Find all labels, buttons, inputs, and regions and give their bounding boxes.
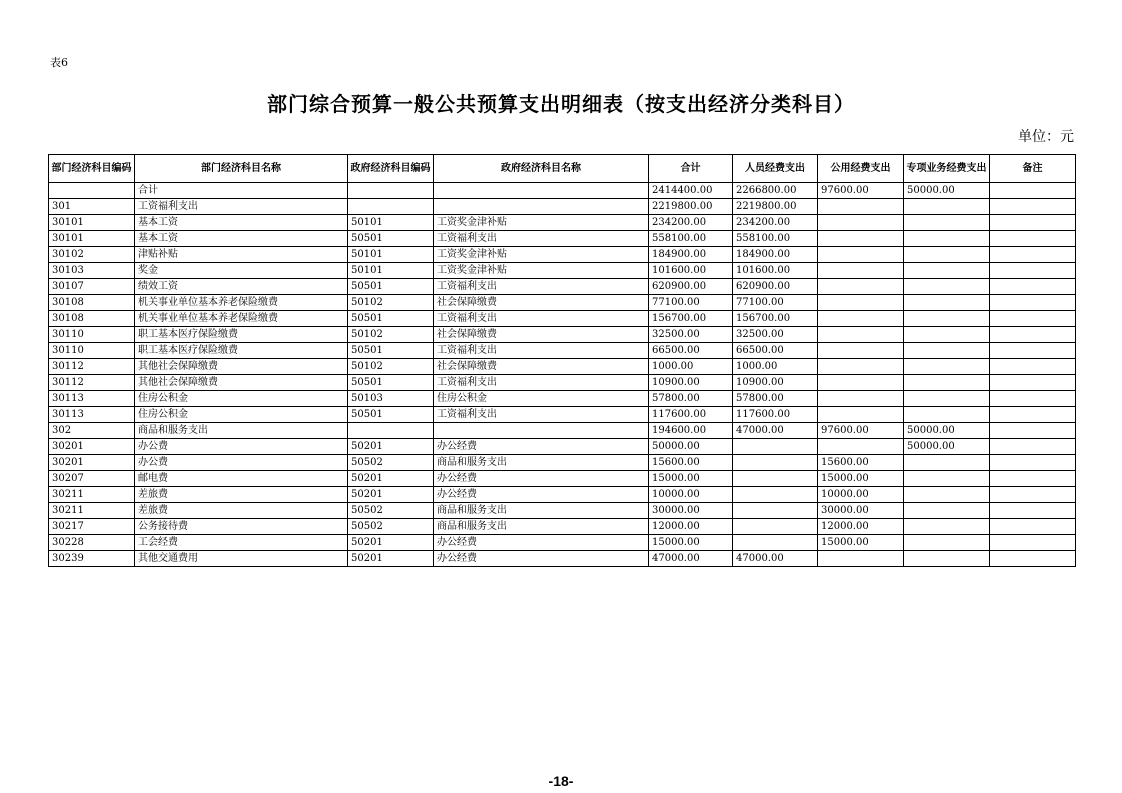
public-cell: 15000.00	[818, 471, 904, 487]
personnel-cell: 101600.00	[733, 263, 818, 279]
table-row	[49, 423, 1076, 439]
special-cell	[904, 487, 990, 503]
note-cell	[990, 343, 1076, 359]
public-cell	[818, 327, 904, 343]
gov-code-cell: 50102	[348, 295, 434, 311]
gov-code-cell: 50201	[348, 551, 434, 567]
table-row	[49, 215, 1076, 231]
column-header-dept-name: 部门经济科目名称	[135, 155, 348, 183]
table-row	[49, 295, 1076, 311]
dept-code-cell: 302	[49, 423, 135, 439]
note-cell	[990, 183, 1076, 199]
table-row	[49, 375, 1076, 391]
dept-name-cell: 基本工资	[135, 215, 348, 231]
special-cell	[904, 535, 990, 551]
personnel-cell: 77100.00	[733, 295, 818, 311]
gov-code-cell	[348, 183, 434, 199]
gov-code-cell: 50501	[348, 231, 434, 247]
personnel-cell	[733, 471, 818, 487]
special-cell	[904, 503, 990, 519]
gov-name-cell: 办公经费	[434, 439, 649, 455]
gov-code-cell: 50102	[348, 359, 434, 375]
table-row	[49, 199, 1076, 215]
special-cell	[904, 247, 990, 263]
table-body	[49, 183, 1076, 567]
note-cell	[990, 407, 1076, 423]
dept-code-cell	[49, 183, 135, 199]
gov-name-cell: 社会保障缴费	[434, 327, 649, 343]
dept-code-cell: 301	[49, 199, 135, 215]
dept-name-cell: 办公费	[135, 439, 348, 455]
dept-code-cell: 30107	[49, 279, 135, 295]
total-cell: 620900.00	[649, 279, 733, 295]
note-cell	[990, 535, 1076, 551]
table-row	[49, 263, 1076, 279]
personnel-cell: 2219800.00	[733, 199, 818, 215]
gov-name-cell	[434, 423, 649, 439]
dept-code-cell: 30239	[49, 551, 135, 567]
dept-code-cell: 30113	[49, 391, 135, 407]
gov-code-cell: 50501	[348, 343, 434, 359]
special-cell: 50000.00	[904, 439, 990, 455]
note-cell	[990, 359, 1076, 375]
public-cell	[818, 295, 904, 311]
dept-name-cell: 住房公积金	[135, 391, 348, 407]
personnel-cell: 156700.00	[733, 311, 818, 327]
gov-name-cell: 工资福利支出	[434, 343, 649, 359]
total-cell: 50000.00	[649, 439, 733, 455]
total-cell: 2414400.00	[649, 183, 733, 199]
note-cell	[990, 439, 1076, 455]
personnel-cell	[733, 519, 818, 535]
public-cell	[818, 391, 904, 407]
table-row	[49, 471, 1076, 487]
dept-name-cell: 差旅费	[135, 503, 348, 519]
dept-name-cell: 商品和服务支出	[135, 423, 348, 439]
special-cell	[904, 407, 990, 423]
note-cell	[990, 311, 1076, 327]
dept-code-cell: 30211	[49, 503, 135, 519]
personnel-cell: 66500.00	[733, 343, 818, 359]
gov-code-cell: 50501	[348, 311, 434, 327]
personnel-cell	[733, 455, 818, 471]
gov-name-cell: 工资福利支出	[434, 311, 649, 327]
note-cell	[990, 391, 1076, 407]
public-cell	[818, 311, 904, 327]
note-cell	[990, 295, 1076, 311]
gov-code-cell: 50101	[348, 247, 434, 263]
gov-code-cell: 50101	[348, 215, 434, 231]
table-row	[49, 327, 1076, 343]
total-cell: 57800.00	[649, 391, 733, 407]
gov-code-cell: 50501	[348, 375, 434, 391]
dept-name-cell: 公务接待费	[135, 519, 348, 535]
dept-name-cell: 住房公积金	[135, 407, 348, 423]
special-cell: 50000.00	[904, 423, 990, 439]
public-cell: 97600.00	[818, 423, 904, 439]
dept-code-cell: 30112	[49, 375, 135, 391]
total-cell: 156700.00	[649, 311, 733, 327]
note-cell	[990, 247, 1076, 263]
table-row	[49, 439, 1076, 455]
personnel-cell: 47000.00	[733, 551, 818, 567]
dept-code-cell: 30108	[49, 311, 135, 327]
personnel-cell: 1000.00	[733, 359, 818, 375]
gov-name-cell: 工资福利支出	[434, 279, 649, 295]
total-cell: 2219800.00	[649, 199, 733, 215]
dept-code-cell: 30211	[49, 487, 135, 503]
table-row	[49, 391, 1076, 407]
page-number: -18-	[548, 773, 574, 789]
page-title: 部门综合预算一般公共预算支出明细表（按支出经济分类科目）	[267, 92, 855, 116]
total-cell: 66500.00	[649, 343, 733, 359]
dept-code-cell: 30201	[49, 455, 135, 471]
dept-name-cell: 其他交通费用	[135, 551, 348, 567]
table-row	[49, 455, 1076, 471]
gov-name-cell: 工资福利支出	[434, 407, 649, 423]
gov-code-cell: 50201	[348, 535, 434, 551]
table-row	[49, 359, 1076, 375]
dept-code-cell: 30101	[49, 231, 135, 247]
personnel-cell: 558100.00	[733, 231, 818, 247]
column-header-personnel: 人员经费支出	[733, 155, 818, 183]
special-cell	[904, 263, 990, 279]
dept-name-cell: 工会经费	[135, 535, 348, 551]
gov-code-cell: 50102	[348, 327, 434, 343]
public-cell: 97600.00	[818, 183, 904, 199]
total-cell: 558100.00	[649, 231, 733, 247]
gov-code-cell: 50502	[348, 455, 434, 471]
public-cell	[818, 375, 904, 391]
special-cell	[904, 295, 990, 311]
dept-name-cell: 其他社会保障缴费	[135, 375, 348, 391]
personnel-cell: 57800.00	[733, 391, 818, 407]
gov-code-cell: 50501	[348, 279, 434, 295]
dept-code-cell: 30207	[49, 471, 135, 487]
dept-code-cell: 30101	[49, 215, 135, 231]
dept-code-cell: 30110	[49, 327, 135, 343]
public-cell	[818, 359, 904, 375]
public-cell	[818, 247, 904, 263]
total-cell: 12000.00	[649, 519, 733, 535]
personnel-cell: 32500.00	[733, 327, 818, 343]
table-label: 表6	[50, 56, 68, 69]
budget-table	[48, 154, 1076, 567]
special-cell	[904, 519, 990, 535]
gov-name-cell: 社会保障缴费	[434, 295, 649, 311]
dept-name-cell: 绩效工资	[135, 279, 348, 295]
dept-name-cell: 职工基本医疗保险缴费	[135, 343, 348, 359]
note-cell	[990, 327, 1076, 343]
note-cell	[990, 231, 1076, 247]
public-cell	[818, 279, 904, 295]
dept-code-cell: 30217	[49, 519, 135, 535]
dept-code-cell: 30201	[49, 439, 135, 455]
gov-code-cell: 50201	[348, 487, 434, 503]
total-cell: 77100.00	[649, 295, 733, 311]
gov-name-cell	[434, 183, 649, 199]
special-cell	[904, 551, 990, 567]
total-cell: 15000.00	[649, 535, 733, 551]
special-cell	[904, 327, 990, 343]
dept-name-cell: 办公费	[135, 455, 348, 471]
personnel-cell: 117600.00	[733, 407, 818, 423]
public-cell: 15000.00	[818, 535, 904, 551]
table-row	[49, 343, 1076, 359]
total-cell: 1000.00	[649, 359, 733, 375]
note-cell	[990, 551, 1076, 567]
note-cell	[990, 519, 1076, 535]
gov-code-cell: 50103	[348, 391, 434, 407]
gov-code-cell: 50501	[348, 407, 434, 423]
note-cell	[990, 375, 1076, 391]
special-cell: 50000.00	[904, 183, 990, 199]
table-header-row	[49, 155, 1076, 183]
table-row	[49, 503, 1076, 519]
dept-name-cell: 邮电费	[135, 471, 348, 487]
note-cell	[990, 503, 1076, 519]
gov-code-cell	[348, 423, 434, 439]
gov-name-cell: 工资奖金津补贴	[434, 215, 649, 231]
dept-code-cell: 30108	[49, 295, 135, 311]
total-cell: 194600.00	[649, 423, 733, 439]
gov-name-cell: 工资福利支出	[434, 375, 649, 391]
total-cell: 15000.00	[649, 471, 733, 487]
gov-name-cell: 办公经费	[434, 551, 649, 567]
special-cell	[904, 311, 990, 327]
personnel-cell: 47000.00	[733, 423, 818, 439]
personnel-cell	[733, 535, 818, 551]
table-row	[49, 407, 1076, 423]
total-cell: 234200.00	[649, 215, 733, 231]
gov-name-cell: 工资福利支出	[434, 231, 649, 247]
gov-code-cell: 50101	[348, 263, 434, 279]
special-cell	[904, 231, 990, 247]
dept-code-cell: 30228	[49, 535, 135, 551]
public-cell	[818, 199, 904, 215]
dept-name-cell: 差旅费	[135, 487, 348, 503]
dept-name-cell: 奖金	[135, 263, 348, 279]
public-cell	[818, 263, 904, 279]
total-cell: 184900.00	[649, 247, 733, 263]
dept-name-cell: 基本工资	[135, 231, 348, 247]
gov-name-cell	[434, 199, 649, 215]
dept-name-cell: 合计	[135, 183, 348, 199]
dept-name-cell: 机关事业单位基本养老保险缴费	[135, 311, 348, 327]
gov-name-cell: 工资奖金津补贴	[434, 263, 649, 279]
dept-code-cell: 30110	[49, 343, 135, 359]
note-cell	[990, 279, 1076, 295]
special-cell	[904, 455, 990, 471]
public-cell	[818, 407, 904, 423]
column-header-public: 公用经费支出	[818, 155, 904, 183]
gov-name-cell: 社会保障缴费	[434, 359, 649, 375]
dept-name-cell: 工资福利支出	[135, 199, 348, 215]
gov-code-cell: 50502	[348, 519, 434, 535]
total-cell: 117600.00	[649, 407, 733, 423]
column-header-gov-code: 政府经济科目编码	[348, 155, 434, 183]
special-cell	[904, 375, 990, 391]
gov-name-cell: 办公经费	[434, 487, 649, 503]
dept-code-cell: 30113	[49, 407, 135, 423]
dept-name-cell: 其他社会保障缴费	[135, 359, 348, 375]
special-cell	[904, 391, 990, 407]
note-cell	[990, 263, 1076, 279]
total-cell: 32500.00	[649, 327, 733, 343]
gov-code-cell: 50201	[348, 439, 434, 455]
special-cell	[904, 471, 990, 487]
gov-name-cell: 商品和服务支出	[434, 455, 649, 471]
total-cell: 30000.00	[649, 503, 733, 519]
special-cell	[904, 343, 990, 359]
total-cell: 47000.00	[649, 551, 733, 567]
dept-code-cell: 30103	[49, 263, 135, 279]
gov-code-cell: 50201	[348, 471, 434, 487]
dept-name-cell: 机关事业单位基本养老保险缴费	[135, 295, 348, 311]
total-cell: 10000.00	[649, 487, 733, 503]
unit-label: 单位：元	[1018, 129, 1074, 145]
gov-code-cell	[348, 199, 434, 215]
gov-name-cell: 办公经费	[434, 471, 649, 487]
personnel-cell: 10900.00	[733, 375, 818, 391]
note-cell	[990, 487, 1076, 503]
total-cell: 10900.00	[649, 375, 733, 391]
personnel-cell: 2266800.00	[733, 183, 818, 199]
column-header-note: 备注	[990, 155, 1076, 183]
note-cell	[990, 471, 1076, 487]
gov-name-cell: 办公经费	[434, 535, 649, 551]
dept-name-cell: 津贴补贴	[135, 247, 348, 263]
column-header-special: 专项业务经费支出	[904, 155, 990, 183]
public-cell	[818, 439, 904, 455]
special-cell	[904, 199, 990, 215]
table-row	[49, 183, 1076, 199]
total-cell: 15600.00	[649, 455, 733, 471]
column-header-gov-name: 政府经济科目名称	[434, 155, 649, 183]
dept-code-cell: 30102	[49, 247, 135, 263]
gov-name-cell: 商品和服务支出	[434, 503, 649, 519]
table-row	[49, 535, 1076, 551]
personnel-cell: 620900.00	[733, 279, 818, 295]
table-row	[49, 487, 1076, 503]
personnel-cell: 234200.00	[733, 215, 818, 231]
personnel-cell	[733, 439, 818, 455]
special-cell	[904, 359, 990, 375]
gov-name-cell: 住房公积金	[434, 391, 649, 407]
table-row	[49, 519, 1076, 535]
note-cell	[990, 199, 1076, 215]
personnel-cell	[733, 487, 818, 503]
gov-code-cell: 50502	[348, 503, 434, 519]
total-cell: 101600.00	[649, 263, 733, 279]
table-row	[49, 311, 1076, 327]
table-row	[49, 279, 1076, 295]
public-cell	[818, 551, 904, 567]
public-cell	[818, 231, 904, 247]
note-cell	[990, 455, 1076, 471]
public-cell	[818, 215, 904, 231]
special-cell	[904, 215, 990, 231]
note-cell	[990, 423, 1076, 439]
dept-name-cell: 职工基本医疗保险缴费	[135, 327, 348, 343]
personnel-cell	[733, 503, 818, 519]
public-cell: 15600.00	[818, 455, 904, 471]
public-cell: 10000.00	[818, 487, 904, 503]
column-header-dept-code: 部门经济科目编码	[49, 155, 135, 183]
gov-name-cell: 工资奖金津补贴	[434, 247, 649, 263]
note-cell	[990, 215, 1076, 231]
personnel-cell: 184900.00	[733, 247, 818, 263]
table-row	[49, 247, 1076, 263]
special-cell	[904, 279, 990, 295]
dept-code-cell: 30112	[49, 359, 135, 375]
gov-name-cell: 商品和服务支出	[434, 519, 649, 535]
table-row	[49, 551, 1076, 567]
public-cell	[818, 343, 904, 359]
public-cell: 12000.00	[818, 519, 904, 535]
public-cell: 30000.00	[818, 503, 904, 519]
column-header-total: 合计	[649, 155, 733, 183]
table-row	[49, 231, 1076, 247]
